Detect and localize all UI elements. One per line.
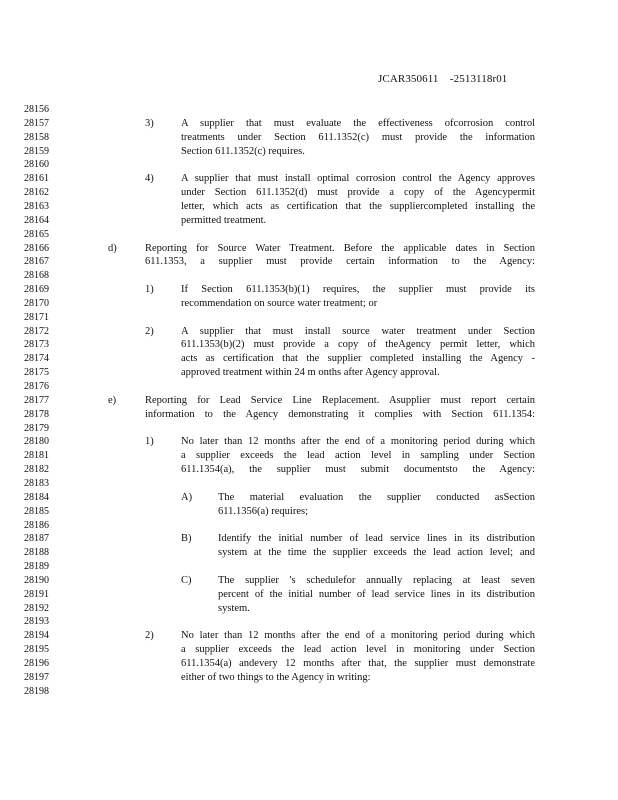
line-number: 28188 [24, 547, 49, 559]
document-line [0, 200, 618, 214]
document-line [0, 172, 618, 186]
document-line [0, 477, 618, 491]
line-number: 28175 [24, 367, 49, 379]
line-number: 28176 [24, 381, 49, 392]
line-text: 611.1354(a) andevery 12 months after that, the supplier must demonstrate [181, 658, 535, 669]
line-number: 28169 [24, 284, 49, 296]
line-number: 28191 [24, 588, 49, 600]
line-text: Reporting for Lead Service Line Replacement. Asupplier must report certain [145, 394, 535, 406]
line-text: letter, which acts as certification that the suppliercompleted installing the [181, 200, 535, 212]
document-line [0, 449, 618, 463]
line-number: 28196 [24, 658, 49, 669]
document-line [0, 560, 618, 574]
document-line [0, 214, 618, 228]
document-line [0, 422, 618, 436]
document-line [0, 117, 618, 131]
line-text: information to the Agency demonstrating it complies with Section 611.1354: [145, 408, 535, 420]
line-text: No later than 12 months after the end of a monitoring period during which [181, 630, 535, 642]
line-text: recommendation on source water treatment; or [181, 297, 378, 309]
document-line [0, 394, 618, 408]
line-text: either of two things to the Agency in writing: [181, 671, 371, 683]
document-line [0, 297, 618, 311]
line-text: 611.1356(a) requires; [218, 505, 308, 517]
item-label: 1) [145, 436, 154, 448]
line-text: a supplier exceeds the lead action level in sampling under Section [181, 450, 535, 462]
line-text: treatments under Section 611.1352(c) must provide the information [181, 131, 535, 143]
line-number: 28182 [24, 464, 49, 476]
line-text: Reporting for Source Water Treatment. Before the applicable dates in Section [145, 242, 535, 254]
line-text: Identify the initial number of lead service lines in its distribution [218, 533, 535, 545]
document-line [0, 283, 618, 297]
line-number: 28159 [24, 145, 49, 157]
line-number: 28170 [24, 297, 49, 309]
document-line [0, 311, 618, 325]
line-number: 28172 [24, 325, 49, 337]
document-line [0, 325, 618, 339]
line-text: percent of the initial number of lead service lines in its distribution [218, 588, 535, 600]
line-number: 28166 [24, 242, 49, 254]
document-line [0, 602, 618, 616]
document-line [0, 408, 618, 422]
line-number: 28192 [24, 602, 49, 614]
document-line [0, 338, 618, 352]
item-label: e) [108, 394, 117, 406]
item-label: 3) [145, 117, 154, 129]
document-line [0, 657, 618, 671]
document-line [0, 685, 618, 699]
line-number: 28189 [24, 561, 49, 573]
line-number: 28185 [24, 505, 49, 517]
line-number: 28168 [24, 270, 49, 282]
line-number: 28157 [24, 117, 49, 129]
line-text: A supplier that must install optimal corrosion control the Agency approves [181, 173, 535, 185]
document-line [0, 103, 618, 117]
line-text: A supplier that must install source water treatment under Section [181, 325, 535, 337]
line-text: 611.1353, a supplier must provide certain information to the Agency: [145, 256, 535, 268]
document-line [0, 546, 618, 560]
line-text: The supplier 's schedulefor annually replacing at least seven [218, 574, 535, 586]
document-line [0, 505, 618, 519]
line-number: 28190 [24, 574, 49, 586]
line-number: 28162 [24, 187, 49, 199]
line-text: a supplier exceeds the lead action level in monitoring under Section [181, 644, 535, 656]
line-number: 28178 [24, 408, 49, 420]
line-number: 28171 [24, 311, 49, 323]
item-label: d) [108, 242, 117, 254]
document-line [0, 491, 618, 505]
document-line [0, 519, 618, 533]
item-label: A) [181, 491, 193, 503]
line-text: 611.1354(a), the supplier must submit documentsto the Agency: [181, 464, 535, 476]
line-text: system at the time the supplier exceeds the lead action level; and [218, 547, 535, 559]
line-number: 28186 [24, 519, 49, 531]
item-label: 1) [145, 284, 154, 296]
document-line [0, 629, 618, 643]
line-number: 28160 [24, 159, 49, 171]
document-line [0, 158, 618, 172]
line-number: 28184 [24, 491, 49, 503]
document-line [0, 435, 618, 449]
line-number: 28167 [24, 256, 49, 268]
document-line [0, 643, 618, 657]
line-number: 28194 [24, 630, 49, 642]
line-number: 28177 [24, 394, 49, 406]
line-number: 28165 [24, 228, 49, 240]
document-line [0, 574, 618, 588]
document-line [0, 671, 618, 685]
line-number: 28164 [24, 214, 49, 226]
line-text: A supplier that must evaluate the effectiveness ofcorrosion control [181, 117, 535, 129]
line-number: 28180 [24, 436, 49, 448]
line-number: 28198 [24, 685, 49, 697]
line-number: 28179 [24, 422, 49, 434]
document-line [0, 352, 618, 366]
line-text: The material evaluation the supplier conducted asSection [218, 491, 535, 503]
line-number: 28181 [24, 450, 49, 462]
item-label: B) [181, 533, 192, 545]
document-line [0, 588, 618, 602]
line-number: 28173 [24, 339, 49, 351]
line-text: acts as certification that the supplier completed installing the Agency - [181, 353, 535, 365]
line-number: 28183 [24, 477, 49, 489]
line-number: 28193 [24, 616, 49, 628]
line-text: No later than 12 months after the end of a monitoring period during which [181, 436, 535, 448]
line-number: 28156 [24, 104, 49, 115]
document-line [0, 532, 618, 546]
line-number: 28195 [24, 644, 49, 656]
document-line [0, 145, 618, 159]
document-line [0, 366, 618, 380]
line-number: 28163 [24, 200, 49, 212]
line-number: 28174 [24, 353, 49, 365]
line-text: approved treatment within 24 m onths after Agency approval. [181, 367, 440, 379]
document-line [0, 255, 618, 269]
item-label: C) [181, 574, 192, 586]
line-number: 28187 [24, 533, 49, 545]
item-label: 4) [145, 173, 154, 185]
line-number: 28161 [24, 173, 49, 185]
line-text: Section 611.1352(c) requires. [181, 145, 305, 157]
document-line [0, 131, 618, 145]
line-text: 611.1353(b)(2) must provide a copy of theAgency permit letter, which [181, 339, 535, 351]
document-line [0, 269, 618, 283]
document-line [0, 615, 618, 629]
document-line [0, 463, 618, 477]
item-label: 2) [145, 325, 154, 337]
line-text: permitted treatment. [181, 214, 267, 226]
line-text: If Section 611.1353(b)(1) requires, the supplier must provide its [181, 284, 535, 296]
line-text: system. [218, 602, 250, 614]
document-line [0, 228, 618, 242]
item-label: 2) [145, 630, 154, 642]
line-text: under Section 611.1352(d) must provide a copy of the Agencypermit [181, 187, 535, 199]
line-number: 28158 [24, 131, 49, 143]
document-line [0, 186, 618, 200]
document-line [0, 380, 618, 394]
line-number: 28197 [24, 671, 49, 683]
document-line [0, 242, 618, 256]
document-header: JCAR350611 -2513118r01 [378, 73, 508, 85]
